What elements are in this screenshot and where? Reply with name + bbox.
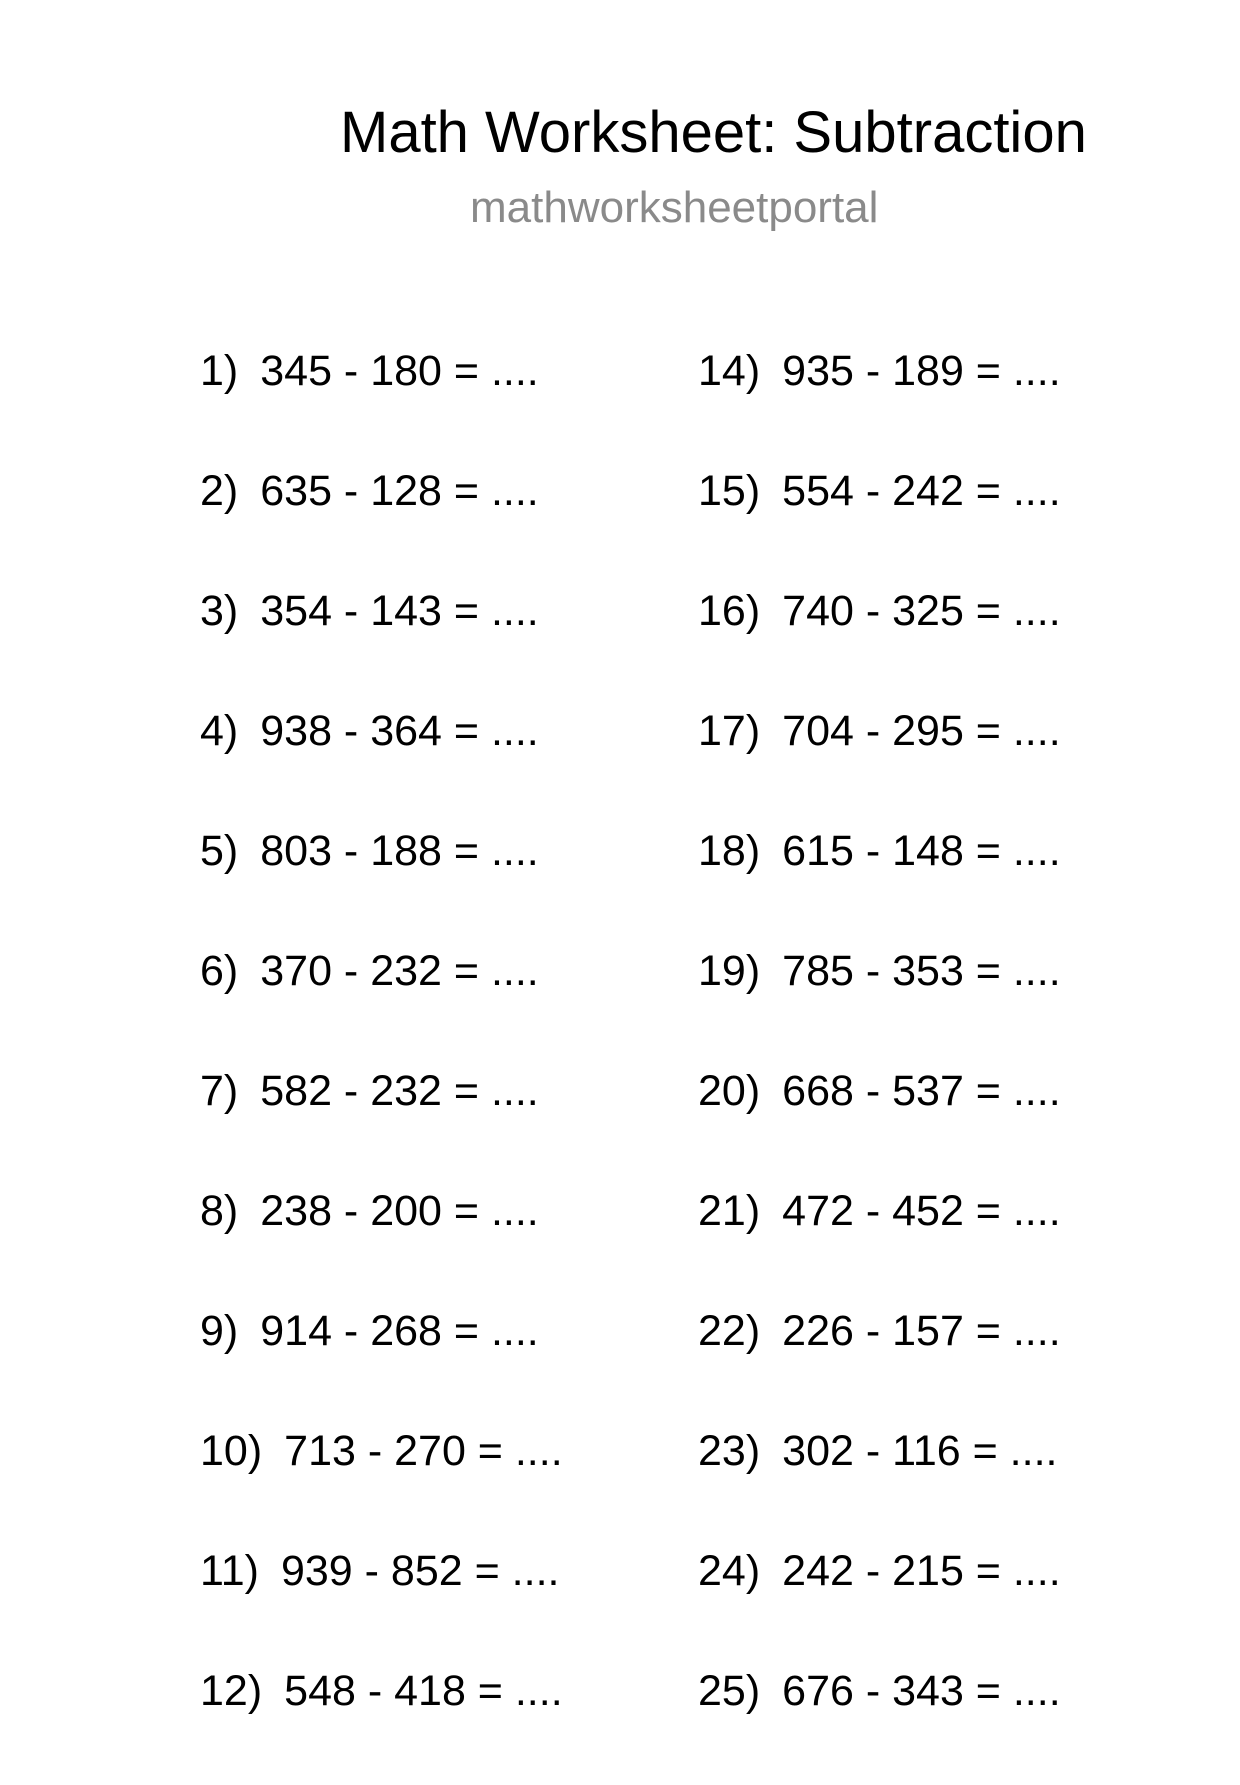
problem-expression: 935 - 189 = .... bbox=[782, 347, 1061, 395]
problem-number: 10) bbox=[200, 1427, 263, 1475]
problem-expression: 938 - 364 = .... bbox=[260, 707, 539, 755]
problem-item bbox=[698, 705, 1178, 825]
problem-expression: 472 - 452 = .... bbox=[782, 1187, 1061, 1235]
problem-list-left bbox=[200, 345, 680, 1785]
page-subtitle: mathworksheetportal bbox=[470, 183, 879, 232]
problem-expression: 713 - 270 = .... bbox=[284, 1427, 563, 1475]
problem-number: 18) bbox=[698, 827, 761, 875]
problem-expression: 635 - 128 = .... bbox=[260, 467, 539, 515]
problem-expression: 226 - 157 = .... bbox=[782, 1307, 1061, 1355]
problem-item bbox=[200, 705, 680, 825]
problem-item bbox=[698, 1665, 1178, 1785]
problem-item bbox=[698, 945, 1178, 1065]
problem-item bbox=[698, 1305, 1178, 1425]
problem-expression: 914 - 268 = .... bbox=[260, 1307, 539, 1355]
problem-number: 6) bbox=[200, 947, 239, 995]
problem-expression: 615 - 148 = .... bbox=[782, 827, 1061, 875]
problem-item bbox=[698, 1185, 1178, 1305]
problem-item bbox=[698, 465, 1178, 585]
problem-expression: 242 - 215 = .... bbox=[782, 1547, 1061, 1595]
problem-expression: 554 - 242 = .... bbox=[782, 467, 1061, 515]
problem-number: 15) bbox=[698, 467, 761, 515]
problem-number: 5) bbox=[200, 827, 239, 875]
problem-item bbox=[200, 945, 680, 1065]
problem-number: 16) bbox=[698, 587, 761, 635]
problem-item bbox=[200, 825, 680, 945]
problem-number: 20) bbox=[698, 1067, 761, 1115]
problem-number: 2) bbox=[200, 467, 239, 515]
problem-number: 11) bbox=[200, 1547, 259, 1595]
problem-number: 3) bbox=[200, 587, 239, 635]
problem-number: 1) bbox=[200, 347, 239, 395]
problem-number: 17) bbox=[698, 707, 761, 755]
problem-number: 7) bbox=[200, 1067, 239, 1115]
problem-number: 14) bbox=[698, 347, 761, 395]
problem-item bbox=[200, 585, 680, 705]
problem-list-right bbox=[698, 345, 1178, 1785]
problem-number: 9) bbox=[200, 1307, 239, 1355]
problem-item bbox=[698, 1425, 1178, 1545]
problem-item bbox=[698, 585, 1178, 705]
problem-number: 23) bbox=[698, 1427, 761, 1475]
page-title: Math Worksheet: Subtraction bbox=[340, 100, 1087, 165]
problem-number: 12) bbox=[200, 1667, 263, 1715]
problem-expression: 354 - 143 = .... bbox=[260, 587, 539, 635]
problem-item bbox=[200, 1065, 680, 1185]
problem-number: 24) bbox=[698, 1547, 761, 1595]
problem-number: 25) bbox=[698, 1667, 761, 1715]
problem-item bbox=[200, 465, 680, 585]
problem-number: 21) bbox=[698, 1187, 761, 1235]
problem-expression: 676 - 343 = .... bbox=[782, 1667, 1061, 1715]
problem-expression: 704 - 295 = .... bbox=[782, 707, 1061, 755]
problem-expression: 803 - 188 = .... bbox=[260, 827, 539, 875]
problem-expression: 582 - 232 = .... bbox=[260, 1067, 539, 1115]
problem-expression: 345 - 180 = .... bbox=[260, 347, 539, 395]
problem-number: 22) bbox=[698, 1307, 761, 1355]
problem-item bbox=[200, 1185, 680, 1305]
problem-item bbox=[200, 345, 680, 465]
problem-expression: 668 - 537 = .... bbox=[782, 1067, 1061, 1115]
problem-expression: 548 - 418 = .... bbox=[284, 1667, 563, 1715]
problem-expression: 785 - 353 = .... bbox=[782, 947, 1061, 995]
problem-expression: 238 - 200 = .... bbox=[260, 1187, 539, 1235]
problem-item bbox=[698, 1065, 1178, 1185]
problem-expression: 370 - 232 = .... bbox=[260, 947, 539, 995]
problem-item bbox=[200, 1665, 680, 1785]
problem-expression: 939 - 852 = .... bbox=[280, 1547, 560, 1595]
problem-item bbox=[200, 1545, 680, 1665]
problem-item bbox=[698, 345, 1178, 465]
problem-item bbox=[200, 1305, 680, 1425]
problem-number: 8) bbox=[200, 1187, 239, 1235]
problem-number: 19) bbox=[698, 947, 761, 995]
problem-expression: 740 - 325 = .... bbox=[782, 587, 1061, 635]
problem-item bbox=[698, 1545, 1178, 1665]
problem-item bbox=[698, 825, 1178, 945]
problem-number: 4) bbox=[200, 707, 239, 755]
problem-expression: 302 - 116 = .... bbox=[782, 1427, 1058, 1475]
problem-item bbox=[200, 1425, 680, 1545]
